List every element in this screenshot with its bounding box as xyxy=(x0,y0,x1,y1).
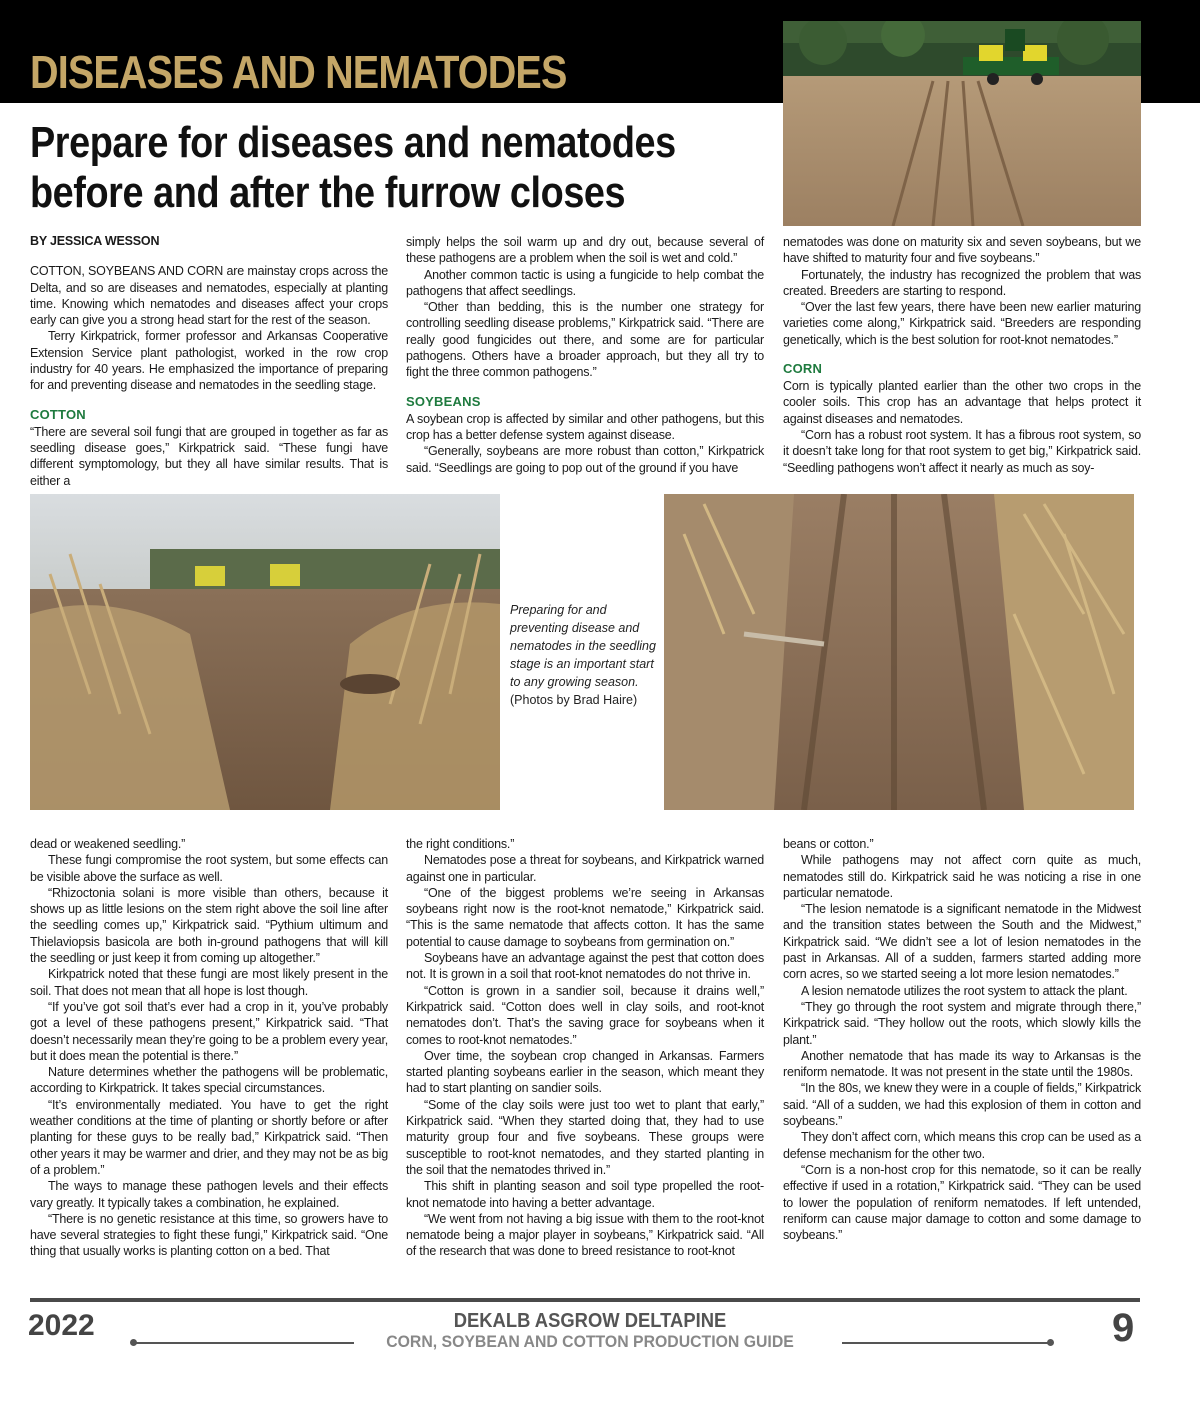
paragraph: “They go through the root system and migrate through there,” Kirkpatrick said. “They hollow out the roots, which slowly kills the plant.” xyxy=(783,999,1141,1047)
soil-furrow-photo-left xyxy=(30,494,500,810)
footer-brand: DEKALB ASGROW DELTAPINE xyxy=(453,1310,727,1332)
soil-furrow-photo-right xyxy=(664,494,1134,810)
footer-left-rule xyxy=(134,1342,354,1344)
article-column-1-top xyxy=(30,233,388,489)
paragraph: “The lesion nematode is a significant nematode in the Midwest and the transition states between the South and the Midwest,” Kirkpatrick said. “We didn’t see a lot of lesion nematodes in the past in Arkansas. All of a sudden, farmers started adding more corn acres, so we started seeing a lot more lesion nematodes.” xyxy=(783,902,1141,982)
paragraph: “Other than bedding, this is the number one strategy for controlling seedling disease problems,” Kirkpatrick said. “There are really good fungicides out there, and some are for particular pathogens. Others have a broader approach, but they all try to fight the three common pathogens.” xyxy=(406,300,764,380)
page-number: 9 xyxy=(1112,1306,1135,1350)
paragraph: “Over the last few years, there have been new earlier maturing varieties come along,” Kirkpatrick said. “Breeders are responding genetically, which is the best solution for root-knot nematodes.” xyxy=(783,300,1141,347)
article-column-1-bottom xyxy=(30,836,388,1260)
paragraph: The ways to manage these pathogen levels and their effects vary greatly. It typically takes a combination, he explained. xyxy=(30,1179,388,1210)
paragraph: beans or cotton.” xyxy=(783,837,874,851)
byline: BY JESSICA WESSON xyxy=(30,234,160,248)
paragraph: dead or weakened seedling.” xyxy=(30,837,186,851)
paragraph: the right conditions.” xyxy=(406,837,515,851)
footer-right-dot xyxy=(1047,1339,1054,1346)
section-title: DISEASES AND NEMATODES xyxy=(30,46,567,98)
tractor-field-photo xyxy=(783,21,1141,226)
paragraph: “We went from not having a big issue with them to the root-knot nematode being a major player in soybeans,” Kirkpatrick said. “All of the research that was done to breed resistance to root-knot xyxy=(406,1211,764,1259)
paragraph: Fortunately, the industry has recognized the problem that was created. Breeders are starting to respond. xyxy=(783,267,1141,298)
paragraph: Kirkpatrick noted that these fungi are most likely present in the soil. That does not mean that all hope is lost though. xyxy=(30,967,388,998)
paragraph: Another common tactic is using a fungicide to help combat the pathogens that affect seedlings. xyxy=(406,267,764,298)
paragraph: Terry Kirkpatrick, former professor and Arkansas Cooperative Extension Service plant pathologist, worked in the row crop industry for 40 years. He emphasized the importance of preparing for and preventing disease and nematodes in the seedling stage. xyxy=(30,329,388,393)
paragraph: Corn is typically planted earlier than the other two crops in the cooler soils. This crop has an advantage that helps protect it against diseases and nematodes. xyxy=(783,379,1141,426)
article-column-3-bottom xyxy=(783,836,1141,1243)
paragraph: These fungi compromise the root system, but some effects can be visible above the surface as well. xyxy=(30,853,388,884)
paragraph: “It’s environmentally mediated. You have to get the right weather conditions at the time of planting or shortly before or after planting for these guys to be really bad,” Kirkpatrick said. “Then other years it may be warmer and drier, and they may not be as big of a problem.” xyxy=(30,1097,388,1177)
article-column-2-bottom xyxy=(406,836,764,1260)
paragraph: While pathogens may not affect corn quite as much, nematodes still do. Kirkpatrick said he was noticing a rise in one particular nematode. xyxy=(783,853,1141,900)
subheading-corn: CORN xyxy=(783,361,823,377)
paragraph: A soybean crop is affected by similar and other pathogens, but this crop has a better defense system against disease. xyxy=(406,411,764,442)
paragraph: nematodes was done on maturity six and seven soybeans, but we have shifted to maturity four and five soybeans.” xyxy=(783,235,1141,266)
caption-text: Preparing for and preventing disease and nematodes in the seedling stage is an important start to any growing season. xyxy=(510,603,656,689)
photo-caption xyxy=(510,601,660,709)
article-column-3-top xyxy=(783,234,1141,476)
paragraph: They don’t affect corn, which means this crop can be used as a defense mechanism for the other two. xyxy=(783,1130,1141,1161)
paragraph: simply helps the soil warm up and dry out, because several of these pathogens are a problem when the soil is wet and cold.” xyxy=(406,235,764,266)
paragraph: Soybeans have an advantage against the pest that cotton does not. It is grown in a soil that root-knot nematodes do not thrive in. xyxy=(406,951,764,982)
paragraph: This shift in planting season and soil type propelled the root-knot nematode into having a better advantage. xyxy=(406,1179,764,1210)
paragraph: COTTON, SOYBEANS AND CORN are mainstay crops across the Delta, and so are diseases and nematodes, especially at planting time. Knowing which nematodes and diseases affect your crops early can give you a strong head start for the rest of the season. xyxy=(30,264,388,328)
subheading-soybeans: SOYBEANS xyxy=(406,393,481,409)
footer-rule xyxy=(30,1298,1140,1302)
paragraph: Nature determines whether the pathogens will be problematic, according to Kirkpatrick. It takes special circumstances. xyxy=(30,1065,388,1096)
footer-right-rule xyxy=(842,1342,1050,1344)
paragraph: Another nematode that has made its way to Arkansas is the reniform nematode. It was not present in the state until the 1980s. xyxy=(783,1048,1141,1080)
footer-subtitle: CORN, SOYBEAN AND COTTON PRODUCTION GUIDE xyxy=(386,1332,794,1351)
subheading-cotton: COTTON xyxy=(30,406,86,422)
paragraph: “In the 80s, we knew they were in a couple of fields,” Kirkpatrick said. “All of a sudden, we had this explosion of them in cotton and soybeans.” xyxy=(783,1081,1141,1129)
paragraph: “If you’ve got soil that’s ever had a crop in it, you’ve probably got a level of these pathogens present,” Kirkpatrick said. “That doesn’t necessarily mean they’re going to be a problem every year, but it does mean the potential is there.” xyxy=(30,999,388,1063)
paragraph: Nematodes pose a threat for soybeans, and Kirkpatrick warned against one in particular. xyxy=(406,853,764,884)
paragraph: “Generally, soybeans are more robust than cotton,” Kirkpatrick said. “Seedlings are going to pop out of the ground if you have xyxy=(406,444,764,475)
footer-year: 2022 xyxy=(28,1309,95,1342)
paragraph: “There is no genetic resistance at this time, so growers have to have several strategies to fight these fungi,” Kirkpatrick said. “One thing that usually works is planting cotton on a bed. That xyxy=(30,1211,388,1259)
article-column-2-top xyxy=(406,234,764,476)
paragraph: “Corn is a non-host crop for this nematode, so it can be really effective if used in a rotation,” Kirkpatrick said. “They can be used to lower the population of reniform nematodes. If left untended, reniform can cause major damage to cotton and some damage to soybeans.” xyxy=(783,1162,1141,1243)
paragraph: “Cotton is grown in a sandier soil, because it drains well,” Kirkpatrick said. “Cotton does well in clay soils, and root-knot nematodes don’t. That’s the saving grace for soybeans when it comes to root-knot nematodes.” xyxy=(406,983,764,1047)
photo-credit: (Photos by Brad Haire) xyxy=(510,693,638,707)
paragraph: Over time, the soybean crop changed in Arkansas. Farmers started planting soybeans earlier in the season, which meant they had to start planting on sandier soils. xyxy=(406,1048,764,1096)
paragraph: “One of the biggest problems we’re seeing in Arkansas soybeans right now is the root-knot nematode,” Kirkpatrick said. “This is the same nematode that affects cotton. It has the same potential to cause damage to soybeans from germination on.” xyxy=(406,885,764,949)
paragraph: “Some of the clay soils were just too wet to plant that early,” Kirkpatrick said. “When they started doing that, they had to use maturity group four and five soybeans. These groups were susceptible to root-knot nematodes, and they started planting in the soil that the nematodes thrived in.” xyxy=(406,1097,764,1177)
paragraph: “Corn has a robust root system. It has a fibrous root system, so it doesn’t take long for that root system to get big,” Kirkpatrick said. “Seedling pathogens won’t affect it nearly as much as soy- xyxy=(783,427,1141,475)
headline: Prepare for diseases and nematodes before and after the furrow closes xyxy=(30,118,676,217)
paragraph: “Rhizoctonia solani is more visible than others, because it shows up as little lesions on the stem right above the soil line after the seedling comes up,” Kirkpatrick said. “Pythium ultimum and Thielaviopsis basicola are both in-ground pathogens that will kill the seedling or just keep it from coming up altogether.” xyxy=(30,885,388,966)
paragraph: “There are several soil fungi that are grouped in together as far as seedling disease goes,” Kirkpatrick said. “These fungi have different symptomology, but they all have similar results. That is either a xyxy=(30,424,388,488)
paragraph: A lesion nematode utilizes the root system to attack the plant. xyxy=(801,983,1128,998)
footer-left-dot xyxy=(130,1339,137,1346)
